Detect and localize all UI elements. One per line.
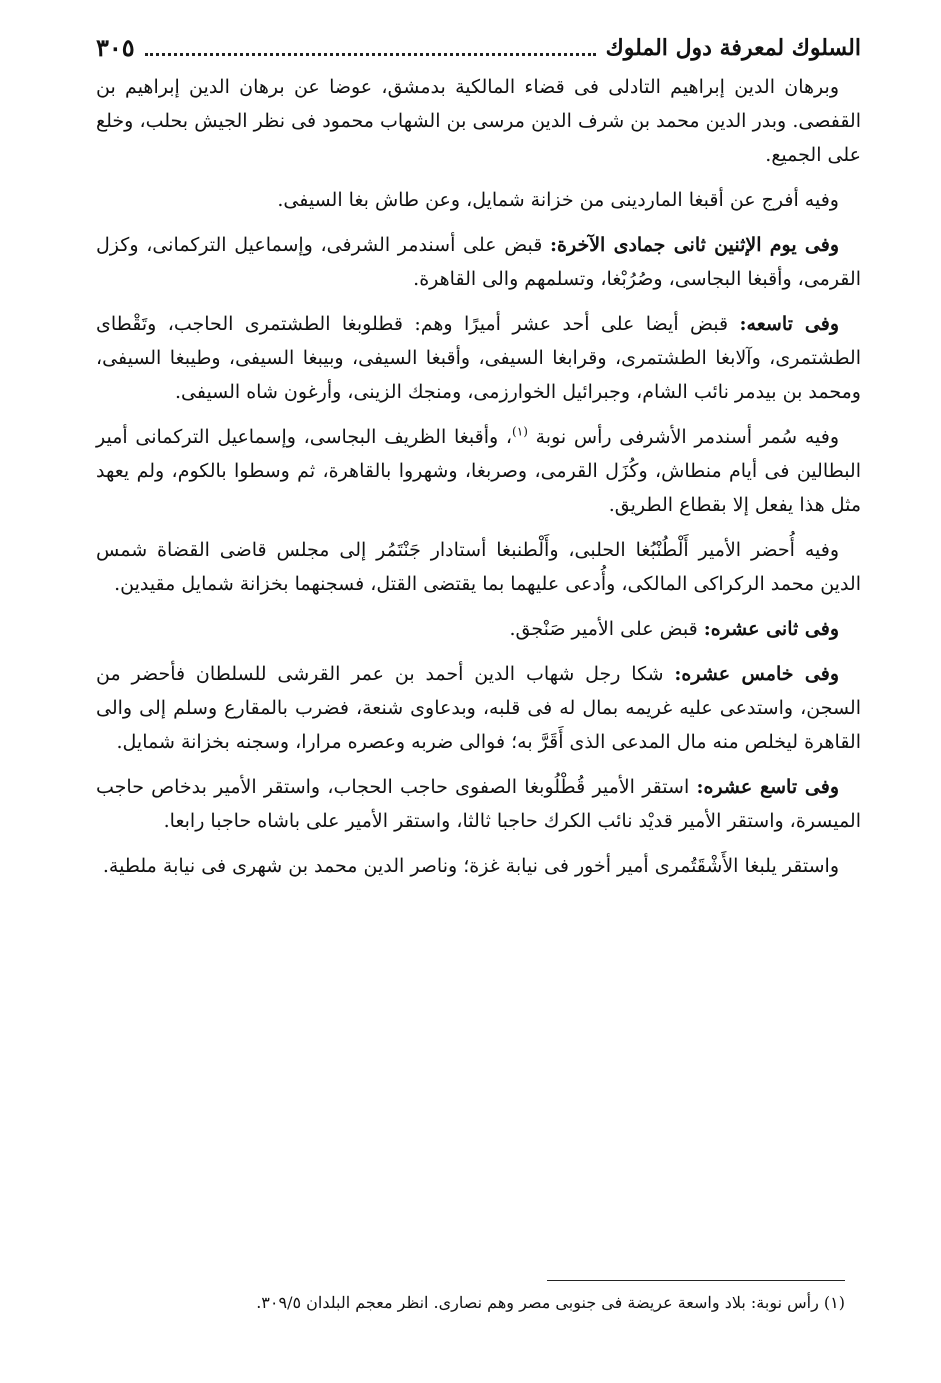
paragraph (96, 420, 861, 523)
body-text (96, 70, 861, 893)
paragraph (96, 70, 861, 173)
footnote-reference[interactable]: (١) (512, 424, 528, 439)
paragraph (96, 657, 861, 760)
running-head (96, 30, 861, 66)
paragraph-text: قبض أيضا على أحد عشر أميرًا وهم: قطلوبغا الطشتمرى الحاجب، وتَقْطاى الطشتمرى، وآلابغا الطشتمرى، وقرابغا السيفى، وأقبغا السيفى، وبيبغا السيفى، وطيبغا السيفى، ومحمد بن بيدمر نائب الشام، وجبرائيل الخوارزمى، ومنجك الزينى، وأرغون شاه السيفى. (96, 312, 861, 404)
book-title: السلوك لمعرفة دول الملوك (605, 35, 861, 61)
paragraph-lead: وفى ثانى عشره: (703, 617, 839, 640)
paragraph-lead: وفى يوم الإثنين ثانى جمادى الآخرة: (550, 233, 839, 256)
paragraph (96, 612, 861, 646)
footnote: (١) رأس نوبة: بلاد واسعة عريضة فى جنوبى مصر وهم نصارى. انظر معجم البلدان ٣٠٩/٥. (256, 1293, 845, 1312)
paragraph-lead: وفى تاسعه: (739, 312, 839, 335)
paragraph-text: وبرهان الدين إبراهيم التادلى فى قضاء المالكية بدمشق، عوضا عن برهان الدين إبراهيم بن القفصى. وبدر الدين محمد بن شرف الدين مرسى بن الشهاب محمود فى نظر الجيش بحلب، وخلع على الجميع. (96, 76, 861, 167)
paragraph-text: واستقر يلبغا الأَشْقَتُمرى أمير أخور فى نيابة غزة؛ وناصر الدين محمد بن شهرى فى نيابة ملطية. (102, 854, 839, 877)
paragraph (96, 849, 861, 883)
paragraph-text: وفيه أُحضر الأمير أَلْطُنْبُغا الحلبى، وأَلْطنبغا أستادار جَنْتَمُر إلى مجلس قاضى القضاة شمس الدين محمد الركراكى المالكى، وأُدعى عليهما بما يقتضى القتل، فسجنهما بخزانة شمايل مقيدين. (96, 538, 861, 596)
paragraph-lead: وفى خامس عشره: (674, 662, 839, 685)
paragraph (96, 307, 861, 410)
paragraph-text: وفيه سُمر أسندمر الأشرفى رأس نوبة (527, 425, 839, 448)
leader-dots (145, 53, 596, 56)
paragraph (96, 183, 861, 217)
paragraph-text: قبض على الأمير صَنْجق. (509, 617, 704, 640)
paragraph (96, 770, 861, 838)
paragraph-text: وفيه أفرج عن أقبغا الماردينى من خزانة شمايل، وعن طاش بغا السيفى. (277, 189, 839, 212)
paragraph (96, 533, 861, 601)
paragraph-text: ، وأقبغا الظريف البجاسى، وإسماعيل التركمانى أمير البطالين فى أيام منطاش، وكُزَل القرمى، وصربغا، وشهروا بالقاهرة، ثم وسطوا بالكوم، ولم يعهد مثل هذا يفعل إلا بقطاع الطريق. (96, 425, 861, 517)
footnote-divider (547, 1280, 845, 1281)
page-number: ٣٠٥ (96, 33, 135, 62)
paragraph-text: قبض على أسندمر الشرفى، وإسماعيل التركمانى، وكزل القرمى، وأقبغا البجاسى، وصُرُبْغا، وتسلمهم والى القاهرة. (96, 233, 861, 291)
paragraph (96, 228, 861, 296)
paragraph-text: شكا رجل شهاب الدين أحمد بن عمر القرشى للسلطان فأحضر من السجن، واستدعى عليه غريمه بمال له فى قلبه، وبدعاوى شنعة، فضرب بالمقارع وسلم إلى والى القاهرة ليخلص منه مال المدعى الذى أَقَرَّ به؛ فوالى ضربه وعصره مرارا، وسجنه بخزانة شمايل. (96, 662, 861, 753)
paragraph-text: استقر الأمير قُطْلُوبغا الصفوى حاجب الحجاب، واستقر الأمير بدخاص حاجب الميسرة، واستقر الأمير قديْد نائب الكرك حاجبا ثالثا، واستقر الأمير على باشاه حاجبا رابعا. (96, 775, 861, 832)
paragraph-lead: وفى تاسع عشره: (696, 775, 840, 798)
